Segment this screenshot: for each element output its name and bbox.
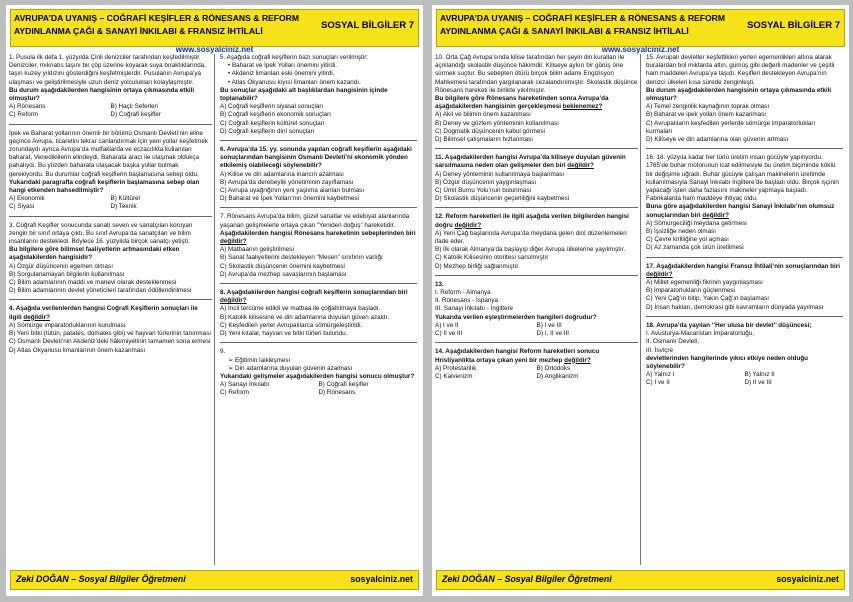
option-c[interactable]: C) Osmanlı Devleti’nin Akdeniz’deki hâkimiyetinin tamamen sona ermesi (9, 338, 211, 346)
option-c[interactable]: C) Avrupalıların keşfedilen yerlerde sömürge imparatorlukları kurmaları (646, 119, 816, 135)
question-stem (435, 95, 638, 111)
question-12 (435, 213, 638, 275)
bullet-text: Eğitimin laikleşmesi (235, 356, 290, 364)
option-a[interactable]: A) Sanayi İnkılabı (220, 381, 270, 389)
question-13 (435, 281, 638, 343)
option-b[interactable]: B) Deney ve gözlem yönteminin kullanılması (435, 119, 559, 127)
footer-author: Zeki DOĞAN – Sosyal Bilgiler Öğretmeni (442, 574, 612, 584)
option-a[interactable]: A) İncil tercüme edildi ve matbaa ile çoğaltılmaya başladı. (220, 305, 381, 313)
column-right (646, 54, 843, 397)
stem-text: 8. Aşağıdakilerden hangisi coğrafi keşiflerin sonuçlarından biri (220, 289, 408, 297)
question-stem: Yukarıda verilen eşleştirmelerden hangileri doğrudur? (435, 313, 597, 321)
option-a[interactable]: A) Matbaanın geliştirilmesi (220, 246, 294, 254)
question-number: 13. (435, 280, 444, 288)
question-text: 15. Avrupalı devletler keşfettikleri yerleri egemenlikleri altına alarak buralardan bol miktarda altın, gümüş gibi değerli madenler ve çeşitli ham maddeleri Avrupa’ya taşıdı. Keşifleri destekleyen Avrupa’nın denizci ülkeleri kısa sürede zenginleşti. (646, 54, 835, 86)
option-b[interactable]: B) Coğrafi keşifler (318, 381, 369, 389)
question-stem (646, 263, 843, 279)
question-5 (220, 54, 417, 141)
option-a[interactable]: A) Temel zenginlik kaynağının toprak olması (646, 103, 770, 111)
question-7 (220, 213, 417, 284)
option-d[interactable]: D) Avrupa’da mezhep savaşlarının başlaması (220, 270, 347, 278)
bullet-item: • Atlas Okyanusu kıyısı limanları önem kazandı. (228, 78, 361, 86)
question-stem: Bu durum aşağıdakilerden hangisinin ortaya çıkmasında etkili olmuştur? (9, 86, 195, 103)
header-website-link[interactable]: www.sosyalciniz.net (175, 45, 254, 54)
stem-text: 14. Aşağıdakilerden hangisi Reform hareketleri sonucu Hristiyanlıkta ortaya çıkan yeni bir mezhep (435, 348, 600, 364)
option-c[interactable]: C) Dogmatik düşüncenin kabul görmesi (435, 127, 545, 135)
option-a[interactable]: A) I ve II (435, 321, 459, 329)
option-d[interactable]: D) II ve III (744, 379, 772, 387)
question-stem (9, 305, 212, 321)
option-b[interactable]: B) Ortodoks (536, 364, 571, 372)
footer-author: Zeki DOĞAN – Sosyal Bilgiler Öğretmeni (16, 574, 186, 584)
option-b[interactable]: B) Sanat faaliyetlerini destekleyen “Mesen” sınıfının varlığı (220, 254, 383, 262)
option-b[interactable]: B) Haçlı Seferleri (110, 103, 159, 111)
page-header (436, 9, 845, 47)
column-left (435, 54, 638, 390)
negative-word: beklenemez? (562, 103, 603, 111)
option-c[interactable]: C) Yeni Çağ’ın bitip, Yakın Çağ’ın başlaması (646, 295, 769, 303)
question-14 (435, 348, 638, 385)
option-c[interactable]: C) Bilim adamlarının maddi ve manevi olarak desteklenmesi (9, 279, 177, 287)
negative-word: değildir? (220, 238, 247, 246)
negative-word: değildir? (646, 270, 673, 278)
question-text: İpek ve Baharat yollarının önemli bir bölümü Osmanlı Devleti’nin eline geçince Avrupa, ticaretini tekrar canlandırmak için yeni yollar keşfetmek zorundaydı ayrıca Avrupa’da mutfaklarda ve eczacılıkta kullanılan baharat, Venediklilerin elindeydi. Baharata aracı ile ulaşmak oldukça pahalıydı. Bu yüzden baharata ulaşacak başka yollar bulmak gerekiyordu. Bu durumlar coğrafi keşiflerin başlamasına sebep oldu. (9, 129, 209, 178)
question-stem (435, 348, 638, 364)
option-d[interactable]: D) Rönesans (318, 389, 356, 397)
question-stem (435, 154, 638, 170)
question-stem-continued: devletlerinden hangilerinde yıkıcı etkiye neden olduğu söylenebilir? (646, 354, 809, 370)
option-d[interactable]: D) Atlas Okyanusu limanlarının önem kazanması (9, 346, 146, 354)
negative-word: değildir? (454, 221, 482, 229)
option-c[interactable]: C) Avrupa uyağrığının yeni yaşlıma alanları bulması (220, 187, 365, 195)
option-a[interactable]: A) Akıl ve bilimin önem kazanması (435, 111, 531, 119)
stem-text: 11. Aşağıdakilerden hangisi Avrupa’da kiliseye duyulan güvenin sarsılmasına neden olan gelişmeler den biri (435, 154, 626, 170)
stem-text: 12. Reform hareketleri ile ilgili aşağıda verilen bilgilerden hangisi doğru (435, 213, 629, 229)
question-stem: Yukarıdaki gelişmeler aşağıdakilerden hangisi sonucu olmuştur? (220, 372, 415, 380)
bullet-item: • Akdeniz limanları eski önemini yitirdi. (228, 70, 335, 78)
question-stem: Bu bilgilere göre bilimsel faaliyetlerin artmasındaki etken aşağıdakilerden hangisidir? (9, 246, 180, 262)
header-title-line2: AYDINLANMA ÇAĞI & SANAYİ İNKILABI & FRANSIZ İHTİLALİ (14, 26, 263, 36)
options (435, 365, 638, 381)
question-10 (435, 54, 638, 149)
question-text: 3. Coğrafi Keşifler sonucunda sanatı seven ve sanatçıları koruyan zengin bir sınıf ortaya çıktı. Bu sınıf Avrupa’da sanatçıları ve bilim insanlarını destekledi. Böylece 16. yüzyılda birçok sanatçı yetişti. (9, 221, 193, 246)
option-a[interactable]: A) Sömürgeciliği meydana getirmesi (646, 219, 747, 227)
bullet-item: ➢ Din adamlarına duyulan güvenin azalması (228, 364, 353, 372)
option-a[interactable]: A) Yalnız I (646, 371, 675, 379)
option-d[interactable]: D) Skolastik düşüncenin geçerliliğini kaybetmesi (435, 195, 570, 203)
column-left (9, 54, 212, 364)
option-a[interactable]: A) Millet egemenliği fikrinin yaygınlaşması (646, 279, 763, 287)
question-stem: Yukarıdaki paragrafta coğrafi keşiflerin başlamasına sebep olan hangi etkenden bahsedilmiştir? (9, 178, 200, 195)
header-title-line2: AYDINLANMA ÇAĞI & SANAYİ İNKILABI & FRANSIZ İHTİLALİ (440, 26, 689, 36)
options (435, 322, 638, 338)
option-c[interactable]: C) Coğrafi keşiflerin kültürel sonuçları (220, 119, 325, 127)
question-9 (220, 348, 417, 401)
page-footer (436, 570, 845, 590)
header-title-line1: AVRUPA’DA UYANIŞ – COĞRAFİ KEŞİFLER & RÖNESANS & REFORM (440, 13, 726, 23)
bullet-item: ➢ Eğitimin laikleşmesi (228, 356, 290, 364)
option-c[interactable]: C) Keşfedilen yerler Avrupalılarca sömürgeleştirildi. (220, 321, 363, 329)
question-18 (646, 322, 843, 392)
question-2 (9, 130, 212, 217)
footer-website-link[interactable]: sosyalciniz.net (776, 574, 839, 584)
stem-text: Bu bilgilere göre Rönesans hareketinden sonra Avrupa’da aşağıdakilerden hangisinin gerçekleşmesi (435, 95, 609, 111)
list-item: II. Osmanlı Devleti, (646, 338, 700, 346)
question-text: 7. Rönesans Avrupa’da bilim, güzel sanatlar ve edebiyat alanlarında yaşanan gelişmelerle ortaya çıkan “Yeniden doğuş” hareketidir. (220, 213, 410, 229)
option-d[interactable]: D) Kiliseye ve din adamlarına olan güvenin artması (646, 136, 789, 144)
list-item: I. Avusturya-Macaristan İmparatorluğu, (646, 330, 755, 338)
question-17 (646, 263, 843, 317)
option-d[interactable]: D) İnsan hakları, demokrasi gibi kavramların dünyada yayılması (646, 303, 824, 311)
header-class-label: SOSYAL BİLGİLER 7 (321, 20, 414, 31)
option-c[interactable]: C) I ve II (646, 379, 670, 387)
option-b[interactable]: B) Avrupa’da derebeylik yönetiminin zayıflaması (220, 178, 354, 186)
option-d[interactable]: D) Baharat ve İpek Yolları’nın önemini kaybetmesi (220, 195, 359, 203)
option-c[interactable]: C) Çevre kirliliğine yol açması (646, 236, 729, 244)
page-header (10, 9, 419, 47)
option-c[interactable]: C) Reform (220, 389, 250, 397)
option-a[interactable]: A) Ekonomik (9, 195, 45, 203)
options (646, 371, 843, 387)
stem-text: Aşağıdakilerden hangisi Rönesans hareketinin sebeplerinden biri (220, 229, 416, 237)
header-website-link[interactable]: www.sosyalciniz.net (601, 45, 680, 54)
bullet-text: Baharat ve İpek Yolları önemini yitirdi. (231, 62, 337, 70)
bullet-text: Din adamlarına duyulan güvenin azalması (235, 364, 353, 372)
option-b[interactable]: B) Sorgulanamayan bilgilerin kullanılması (9, 270, 125, 278)
list-item: III. İsviçre (646, 346, 673, 354)
option-c[interactable]: C) Ümit Burnu Yolu’nun bulunması (435, 187, 532, 195)
question-11 (435, 154, 638, 208)
header-title (14, 12, 334, 38)
question-text: 10. Orta Çağ Avrupa’sında kilise tarafından her şeyin din kuralları ile açıklandığı skolastik düşünce hâkimdir. Kiliseye aykırı bir görüş öne sürmek suçtur. Bu sebepten ötürü birçok bilim adamı Engizisyon Mahkemesi tarafından yargılanarak cezalandırılmıştır. Skolastik düşünce Rönesans hareketi ile birlikte yıkılmıştır. (435, 54, 638, 94)
question-3 (9, 222, 212, 301)
option-d[interactable]: D) Mezhep birliği sağlanmıştır. (435, 262, 520, 270)
match-item: III. Sanayi İnkılabı - İngiltere (435, 305, 514, 313)
question-15 (646, 54, 843, 149)
negative-word: değildir? (220, 297, 247, 305)
option-c[interactable]: C) II ve III (435, 330, 463, 338)
option-d[interactable]: D) Coğrafi keşiflerin dinî sonuçları (220, 127, 315, 135)
option-c[interactable]: C) Skolastik düşüncenin önemini kaybetmesi (220, 262, 345, 270)
option-c[interactable]: C) Kalvenizm (435, 372, 473, 380)
header-class-label: SOSYAL BİLGİLER 7 (747, 20, 840, 31)
option-d[interactable]: D) Teknik (110, 203, 137, 211)
question-8 (220, 289, 417, 343)
page-footer (10, 570, 419, 590)
footer-website-link[interactable]: sosyalciniz.net (350, 574, 413, 584)
option-b[interactable]: B) I ve III (536, 321, 562, 329)
option-b[interactable]: B) Özgür düşüncenin yaygınlaşması (435, 178, 537, 186)
question-stem (646, 203, 843, 219)
stem-text: 4. Aşağıda verilenlerden hangisi Coğrafi Keşiflerin sonuçları ile ilgili (9, 305, 198, 321)
option-c[interactable]: C) Katolik Kilisesinin otoritesi sarsılmıştır (435, 254, 549, 262)
bullet-item: • Baharat ve İpek Yolları önemini yitirdi. (228, 62, 337, 70)
question-stem: 18. Avrupa’da yayılan ‘’Her ulusa bir devlet’’ düşüncesi; (646, 321, 812, 329)
option-a[interactable]: A) Protestanlık (435, 364, 477, 372)
question-stem: 6. Avrupa’da 15. yy. sonunda yapılan coğrafi keşiflerin aşağıdaki sonuçlarından hangisinin Osmanlı Devleti’ni ekonomik yönden etkilemiş olabileceği söylenebilir? (220, 146, 412, 170)
question-text: 1. Pusula ilk defa 1. yüzyılda Çinli denizciler tarafından keşfedilmiştir. Denizciler, mıknatıs taşını bir çöp üzerine koyarak suya bıraktıklarında, taşın kuzey yıldızını gösterdiğini keşfetmişlerdir. Pusulanın Avrupa’ya ulaşması ve geliştirilmesiyle uzun deniz yolculukları kolaylaşmıştır. (9, 54, 207, 86)
option-b[interactable]: B) Yeni bitki (tütün, patates, domates gibi) ve hayvan türlerinin tanınması (9, 330, 211, 338)
option-a[interactable]: A) Sömürge imparatorluklarının kurulması (9, 321, 126, 329)
question-1 (9, 54, 212, 125)
question-stem: Bu durum aşağıdakilerden hangisinin ortaya çıkmasında etkili olmuştur? (646, 86, 832, 103)
option-b[interactable]: B) Coğrafi keşiflerin ekonomik sonuçları (220, 111, 331, 119)
column-right (220, 54, 417, 407)
option-d[interactable]: D) Bilim adamlarının devlet yöneticileri tarafından ödüllendirilmesi (9, 287, 192, 295)
option-d[interactable]: D) Coğrafi keşifler (110, 111, 161, 119)
option-b[interactable]: B) Baharat ve ipek yolları önem kazanması (646, 111, 767, 119)
option-b[interactable]: B) Kültürel (110, 195, 140, 203)
question-stem: Bu sonuçlar aşağıdaki alt başlıklardan hangisinin içinde toplanabilir? (220, 86, 388, 103)
question-text: 16. 18. yüzyıla kadar her türlü üretim insan gücüyle yapılıyordu. 1765’de buhar motorunun icat edilmesiyle bu üretim biçiminde köklü bir değişime uğradı. Buhar gücüyle çalışan makinelerin üretimde kullanılmasıyla Sanayi İnkılabı İngiltere’de başladı oldu. Birçok işçinin yapacağı işten daha fazlasını makineler yapmaya başladı. Fabrikalarda ham maddeye ihtiyaç oldu. (646, 154, 839, 203)
option-b[interactable]: B) Katolik kilisesine ve din adamlarına duyulan güven azaldı. (220, 313, 390, 321)
option-c[interactable]: C) Siyasi (9, 203, 35, 211)
option-b[interactable]: B) Yalnız II (744, 371, 775, 379)
negative-word: değildir? (567, 162, 594, 170)
worksheet-page-left (6, 5, 423, 596)
option-a[interactable]: A) Özgür düşüncenin egemen olması (9, 262, 113, 270)
option-a[interactable]: A) Kilise ve din adamlarına inancın azalması (220, 170, 344, 178)
option-c[interactable]: C) Reform (9, 111, 39, 119)
negative-word: değildir? (564, 356, 591, 364)
option-d[interactable]: D) Yeni kıtalar, hayvan ve bitki türleri bulundu. (220, 330, 348, 338)
options (220, 381, 417, 397)
option-d[interactable]: D) Az zamanda çok ürün üretilmesi (646, 244, 744, 252)
worksheet-page-right (432, 5, 849, 596)
question-intro: 5. Aşağıda coğrafi keşiflerin bazı sonuçları verilmiştir: (220, 54, 369, 61)
option-d[interactable]: D) I, II ve III (536, 330, 570, 338)
header-title-line1: AVRUPA’DA UYANIŞ – COĞRAFİ KEŞİFLER & RÖNESANS & REFORM (14, 13, 300, 23)
question-stem (220, 230, 417, 246)
question-6 (220, 146, 417, 208)
match-item: I. Reform - Almanya (435, 289, 491, 297)
option-b[interactable]: B) İşsizliğe neden olması (646, 228, 716, 236)
column-divider (640, 54, 641, 565)
match-item: II. Rönesans - İspanya (435, 297, 499, 305)
question-16 (646, 154, 843, 257)
question-4 (9, 305, 212, 358)
bullet-text: Akdeniz limanları eski önemini yitirdi. (231, 70, 335, 78)
negative-word: değildir? (702, 211, 729, 219)
question-stem (220, 289, 417, 305)
header-title (440, 12, 760, 38)
option-b[interactable]: B) İlk olarak Almanya’da başlayıp diğer Avrupa ülkelerine yayılmıştır. (435, 246, 626, 254)
options (9, 195, 212, 211)
option-a[interactable]: A) Rönesans (9, 103, 46, 111)
stem-text: Buna göre aşağıdakilerden hangisi Sanayi İnkılabı’nın olumsuz sonuçlarından biri (646, 203, 835, 219)
bullet-text: Atlas Okyanusu kıyısı limanları önem kazandı. (231, 78, 361, 86)
question-stem (435, 213, 638, 229)
option-a[interactable]: A) Deney yönteminin kullanılmaya başlanması (435, 170, 565, 178)
option-a[interactable]: A) Coğrafi keşiflerin siyasal sonuçları (220, 103, 324, 111)
option-a[interactable]: A) Yeni Çağ başlarında Avrupa’da meydana gelen dinî düzenlemeleri ifade eder. (435, 229, 627, 246)
stem-text: 17. Aşağıdakilerden hangisi Fransız İhtilali’nin sonuçlarından biri (646, 262, 840, 270)
column-divider (214, 54, 215, 565)
negative-word: değildir? (23, 313, 50, 321)
option-d[interactable]: D) Anglikanizm (536, 372, 579, 380)
question-number: 9. (220, 348, 226, 356)
option-b[interactable]: B) İmparatorlukların güçlenmesi (646, 287, 735, 295)
options (9, 103, 212, 119)
option-d[interactable]: D) Bilimsel çalışmaların hızlanması (435, 136, 533, 144)
